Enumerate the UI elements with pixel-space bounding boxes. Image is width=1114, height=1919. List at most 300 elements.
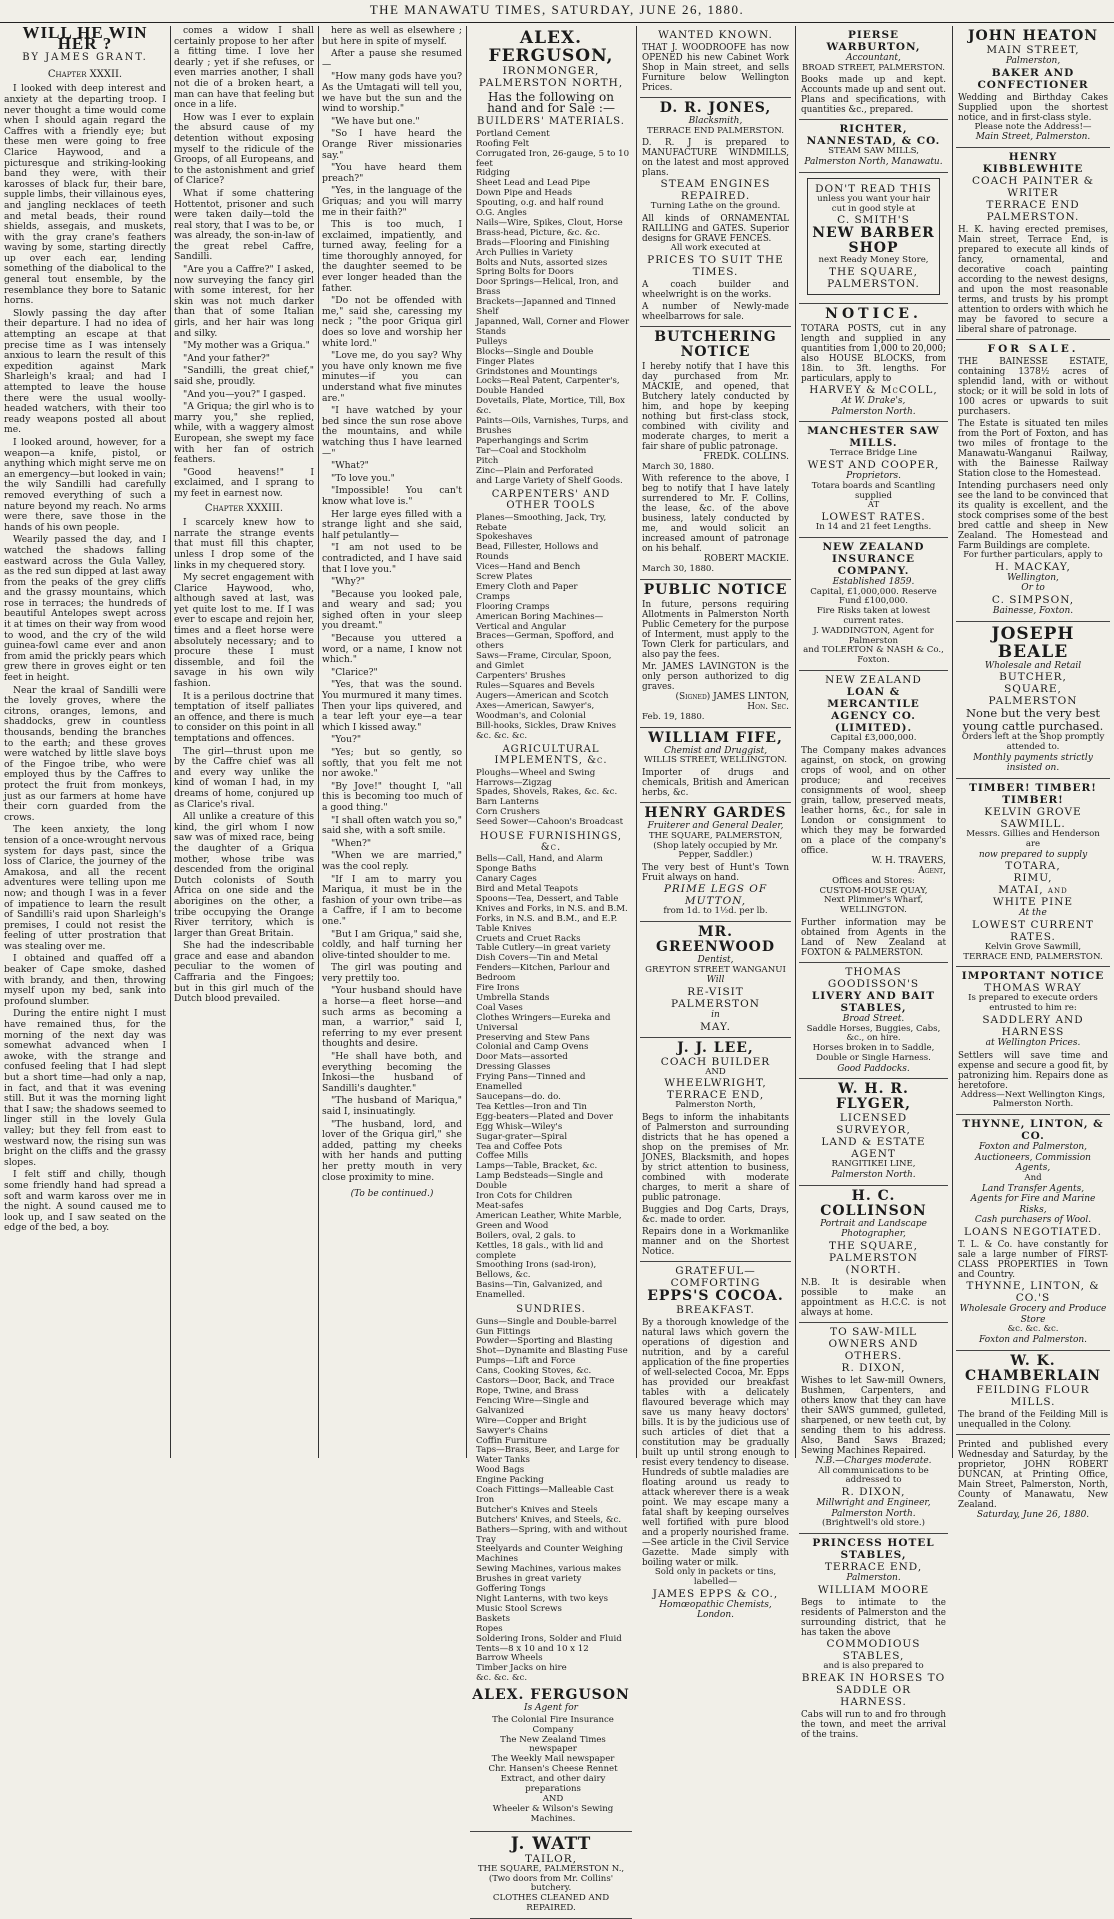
story-paragraph: This is too much, I exclaimed, impatiently, and turned away, feeling for a time thoroughly annoyed, for the daughter seemed to be ever longer headed than the father. (322, 219, 462, 294)
story-paragraph: "I am not used to be contradicted, and I have said that I love you." (322, 542, 462, 575)
story-paragraph: How was I ever to explain the absurd cause of my detention without exposing myself to the ridicule of the Groops, of all Europeans, and to the astonishment and grief of Clarice? (174, 111, 314, 187)
story-paragraph: "If I am to marry you Mariqua, it must be in the fashion of your own tribe—as a Caffre, if I am to become one." (322, 873, 462, 927)
kelvin-grove-timber-advert (956, 779, 1110, 967)
adverts-column-6 (956, 26, 1110, 1520)
story-paragraph: "You?" (331, 734, 362, 746)
list-item: Tar—Coal and Stockholm (476, 445, 587, 456)
advertiser-shop: NEW BARBER SHOP (812, 225, 935, 257)
product-list (476, 130, 630, 487)
signature: (Signed) JAMES LINTON, (675, 691, 789, 702)
advertiser-trade: LIVERY AND BAIT STABLES, (811, 990, 936, 1015)
advertiser-name: RICHTER, NANNESTAD, & CO. (806, 123, 941, 148)
signature-title: Hon. Sec. (747, 702, 789, 713)
story-paragraph: "Why?" (331, 576, 365, 588)
beale-advert (956, 622, 1110, 779)
watt-advert (470, 1832, 632, 1919)
list-item: Corrugated Iron, 26-gauge, 5 to 10 feet (476, 148, 630, 169)
list-item: Ropes (476, 1623, 503, 1634)
advert-line: MAY. (700, 1020, 731, 1033)
ferguson-advert (470, 26, 632, 1832)
advert-line: LOWEST RATES. (821, 511, 926, 524)
advertiser-name: D. R. JONES, (659, 100, 772, 116)
advertiser-place: TERRACE END, PALMERSTON. (963, 951, 1103, 962)
gardes-advert (640, 803, 791, 922)
list-item: The Weekly Mail newspaper (491, 1754, 615, 1765)
list-item: Harrows—Zigzag (476, 777, 552, 788)
list-item: Egg-beaters—Plated and Dover (476, 1111, 613, 1122)
story-paragraph: The girl was pouting and very prettily too. (322, 962, 462, 984)
story-continued: (To be continued.) (350, 1189, 434, 1200)
richter-advert (799, 120, 948, 172)
advert-heading: DON'T READ THIS (815, 182, 932, 195)
list-item: Vices—Hand and Bench (476, 562, 581, 573)
epps-advert (640, 1262, 791, 1625)
story-paragraph: "Yes, that was the sound. You murmured it many times. Then your lips quivered, and a tear left your eye—a tear which I kissed away." (322, 679, 462, 733)
advert-body: Totara boards and Scantling supplied (811, 480, 936, 501)
list-item: Finger Plates (476, 356, 535, 367)
list-item: Seed Sower—Cahoon's Broadcast (476, 817, 624, 828)
advert-heading: TIMBER! TIMBER! TIMBER! (969, 781, 1097, 806)
list-item: AND (542, 1794, 564, 1804)
advertiser-place: THE SQUARE, PALMERSTON N., (477, 1863, 625, 1874)
story-paragraph: Near the kraal of Sandilli were the lovely groves, where the citrons, oranges, lemons, and shaddocks, grew in countless thousands, bending the branches to the earth; and these groves were watched by little slave boys of the Fingoe tribe, who were employed thus by the Caffres to protect the fruit from monkeys, just as our farmers at home have their corn guarded from the crows. (4, 684, 166, 823)
column-rule (466, 26, 467, 1458)
list-item: Smoothing Irons (sad-iron), Bellows, &c. (476, 1260, 597, 1281)
advert-body: THE BAINESSE ESTATE, containing 1378½ acres of splendid land, with or without stock; or it will be sold in lots of 100 acres or upwards to suit purchasers. (958, 356, 1108, 417)
list-item: Butchers' Knives, and Steels, &c. (476, 1514, 622, 1525)
chapter-heading: Chapter XXXII. (47, 68, 123, 80)
dixon-advert (799, 1323, 948, 1534)
advertiser-name: W. H. R. FLYGER, (835, 1081, 912, 1113)
list-item: Cruets and Cruet Racks (476, 933, 581, 944)
advertiser-trade: BUTCHER, (999, 671, 1067, 684)
advert-body: Intending purchasers need only see the land to be convinced that its quality is excellent, and the stock comprises some of the best bred cattle and sheep in New Zealand. The Homestead and Farm Buildings are complete. (958, 480, 1108, 551)
advert-body: In future, persons requiring Allotments in Palmerston North Public Cemetery for the purpose of Interment, must apply to the Town Clerk for particulars, and also pay the fees. (642, 599, 789, 660)
story-paragraph: "Because you looked pale, and weary and sad; you sighed often in your sleep you dreamt." (322, 588, 462, 632)
advertiser-name: MR. GREENWOOD (656, 923, 775, 955)
advert-body: By a thorough knowledge of the natural laws which govern the operations of digestion and nutrition, and by a careful application of the fine properties of well-selected Cocoa, Mr. Epps has provided our breakfast tables with a delicately flavoured beverage which may save us many heavy doctors' bills. It is by the judicious use of such articles of diet that a constitution may be gradually built up until strong enough to resist every tendency to disease. Hundreds of subtle maladies are floating around us ready to attack wherever there is a weak point. We may escape many a fatal shaft by keeping ourselves well fortified with pure blood and a properly nourished frame.—See article in the Civil Service Gazette. Made simply with boiling water or milk. (642, 1318, 789, 1569)
advert-line: LOANS NEGOTIATED. (964, 1226, 1102, 1239)
advert-body: Begs to intimate to the residents of Palmerston and the surrounding district, that he has taken the above (801, 1597, 946, 1638)
advert-body: With reference to the above, I beg to notify that I have lately surrendered to Mr. F. Collins, the lease, &c. of the above business, lately conducted by me, and would solicit an increased amount of patronage on his behalf. (642, 474, 789, 555)
advert-line: in (711, 1009, 720, 1020)
advert-body: Repairs done in a Workmanlike manner and on the Shortest Notice. (642, 1227, 789, 1258)
advert-line: Turning Lathe on the ground. (650, 201, 781, 212)
list-item: Coffin Furniture (476, 1435, 547, 1446)
story-paragraph: "And your father?" (183, 352, 270, 364)
story-paragraph: "The husband, lord, and lover of the Griqua girl," she added, patting my cheeks with her hands and putting her pretty mouth in very close proximity to mine. (322, 1118, 462, 1183)
advertiser-place: TERRACE END, (824, 1561, 923, 1574)
list-item: Barn Lanterns (476, 797, 539, 808)
list-item: Iron Cots for Children (476, 1191, 573, 1202)
list-item: Soldering Irons, Solder and Fluid (476, 1633, 622, 1644)
advertiser-trade: BAKER AND CONFECTIONER (977, 66, 1089, 91)
story-title: WILL HE WIN HER ? (22, 23, 148, 53)
list-item: Paperhangings and Scrim (476, 435, 589, 446)
list-item: Sponge Baths (476, 864, 537, 875)
list-item: Ridging (476, 168, 511, 179)
warburton-advert (799, 26, 948, 120)
advertiser-town: PALMERSTON. (986, 210, 1080, 223)
advert-body: Further information may be obtained from Agents in the Land of New Zealand at FOXTON & PALMERSTON. (801, 918, 946, 959)
list-item: Lamps—Table, Bracket, &c. (476, 1161, 598, 1172)
list-item: Brackets—Japanned and Tinned Shelf (476, 297, 616, 318)
signature: FREDK. COLLINS. (703, 451, 789, 462)
advert-line: at Wellington Prices. (985, 1037, 1081, 1048)
lee-advert (640, 1038, 791, 1263)
list-item: Meat-safes (476, 1200, 524, 1211)
column-rule (170, 26, 171, 1458)
advertiser-name: LOAN & MERCANTILE AGENCY CO. (LIMITED). (827, 685, 920, 734)
section-heading: CARPENTERS' AND OTHER TOOLS (491, 489, 611, 511)
story-paragraph: "The husband of Mariqua," said I, insinuatingly. (322, 1095, 462, 1117)
advertiser-place: THE SQUARE, PALMERSTON, (648, 830, 783, 841)
collinson-advert (799, 1186, 948, 1323)
advertiser-trade: SADDLERY AND HARNESS (982, 1013, 1084, 1038)
advert-subheading: BREAKFAST. (676, 1304, 755, 1317)
advert-line: At W. Drake's, (841, 396, 906, 407)
advert-body: Wedding and Birthday Cakes Supplied upon the shortest notice, and in first-class style. (958, 92, 1108, 123)
advert-footer: CLOTHES CLEANED AND REPAIRED. (492, 1893, 610, 1913)
date-line: Feb. 19, 1880. (642, 711, 705, 722)
advertiser-name: J. WATT (510, 1833, 592, 1854)
story-paragraph: "What?" (331, 460, 369, 472)
advert-body: Begs to inform the inhabitants of Palmerston and surrounding districts that he has opened a shop on the premises of Mr. JONES, Blacksmith, and hopes by strict attention to business, combined with moderate charges, to merit a share of public patronage. (642, 1113, 789, 1204)
advertiser-name: THYNNE, LINTON, & CO.'S (966, 1280, 1100, 1305)
adverts-column-5 (799, 26, 948, 1740)
product-list (476, 769, 630, 828)
list-item: Taps—Brass, Beer, and Large for Water Tanks (476, 1445, 620, 1466)
list-item: Bird and Metal Teapots (476, 883, 579, 894)
advertiser-town: (NORTH. (845, 1264, 902, 1277)
story-byline: BY JAMES GRANT. (22, 52, 148, 64)
story-paragraph: "When?" (331, 837, 372, 849)
story-paragraph: What if some chattering Hottentot, prisoner and such were taken daily—told the real story, that I was to be, or was already, the son-in-law of the great rebel Caffre, Sandilli. (174, 187, 314, 263)
list-item: Cramps (476, 591, 510, 602)
advert-note: (Shop lately occupied by Mr. Pepper, Saddler.) (653, 840, 778, 861)
advert-line: All communications to be addressed to (818, 1465, 929, 1486)
advert-line: N.B.—Charges moderate. (815, 1456, 932, 1467)
advert-line: Address—Next Wellington Kings, Palmerston North. (960, 1089, 1106, 1110)
list-item: Bathers—Spring, with and without Tray (476, 1524, 628, 1545)
story-paragraphs (174, 518, 314, 1005)
advert-line: LOWEST CURRENT RATES. (971, 918, 1095, 943)
list-item: Frying Pans—Tinned and Enamelled (476, 1072, 586, 1093)
story-paragraph: Wearily passed the day, and I watched the shadows falling eastward across the Gula Valley, as the red sun dipped at last away from the peaks of the grey cliffs and the grassy mountains, which rose in terraces; the hundreds of beautiful Antelopes swept across it at times on their way from wood to wood, and the cry of the wild guinea-fowl came ever and anon from amid the prickly pears which grew there in groves eight or ten feet in height. (4, 534, 166, 684)
ferguson-column (470, 26, 632, 1913)
list-item: Roofing Felt (476, 138, 530, 149)
signature: ROBERT MACKIE. (703, 554, 789, 565)
list-item: Coffee Mills (476, 1151, 529, 1162)
story-paragraph: During the entire night I must have remained thus, for the morning of the next day was somewhat advanced when I awoke, with the strange and confused feeling that I had slept but a short time—had only a nap, in fact, and that it was evening still. But it was the morning light that I saw; the shadows seemed to linger still in the lovely Gula valley; but they fell from east to westward now, the rising sun was bright on the cliffs and the grassy slopes. (4, 1008, 166, 1168)
section-heading: AGRICULTURAL IMPLEMENTS, &c. (494, 744, 608, 767)
story-paragraph: "Sandilli, the great chief," said she, proudly. (174, 365, 314, 387)
advertiser-place: THE SQUARE, PALMERSTON (829, 1240, 918, 1265)
advert-body: Importer of drugs and chemicals, British and American herbs, &c. (642, 768, 789, 799)
list-item: Spring Bolts for Doors (476, 267, 574, 278)
advert-line: Please note the Address!— (974, 121, 1092, 132)
list-item: Basins—Tin, Galvanized, and Enamelled. (476, 1280, 603, 1301)
story-paragraph: "He shall have both, and everything becoming the Inkosi—the husband of Sandilli's daughter." (322, 1051, 462, 1094)
advertiser-town: Palmerston. (846, 1573, 901, 1584)
advert-line: Capital £3,000,000. (830, 732, 917, 743)
list-item: Barrow Wheels (476, 1653, 543, 1664)
advert-line: All work executed at (670, 243, 761, 254)
story-paragraph: comes a widow I shall certainly propose to her after a fitting time. I love her dearly ; yet if she refuses, or even marries another, I shall not die of a broken heart, a man can have that feeling but once in a life. (174, 25, 314, 111)
list-item: Gun Fittings (476, 1326, 531, 1337)
advert-heading: TO SAW-MILL OWNERS AND OTHERS. (828, 1326, 919, 1363)
advert-body: H. K. having erected premises, Main street, Terrace End, is prepared to execute all kinds of fancy, ornamental, and decorative coach painting according to the newest designs, and upon the most reasonable terms, and trusts by his prompt attention to orders with which he may be favored to secure a liberal share of patronage. (958, 224, 1108, 335)
list-item: Carpenters' Brushes (476, 671, 566, 682)
advert-line: Good Paddocks. (837, 1063, 910, 1074)
advertiser-place: Foxton and Palmerston, (978, 1142, 1088, 1153)
advert-line: And (1024, 1172, 1042, 1183)
advertiser-name: ALEX. FERGUSON, (488, 28, 614, 66)
advertiser-place: Palmerston North. (831, 406, 916, 417)
advert-line: Main Street, Palmerston. (975, 132, 1091, 143)
bainesse-sale-advert (956, 340, 1110, 622)
story-paragraph: The girl—thrust upon me by the Caffre chief was all and every way unlike the kind of woman I had, in my dreams of home, conjured up as Clarice's rival. (174, 745, 314, 810)
story-paragraph: "Because you uttered a word, or a name, I know not which." (322, 633, 462, 666)
advert-body: Horses broken in to Saddle, Double or Single Harness. (812, 1043, 935, 1064)
date-line: March 30, 1880. (642, 461, 715, 472)
list-item: Wire—Copper and Bright (476, 1415, 587, 1426)
advert-body: Fire Risks taken at lowest current rates. (816, 606, 931, 626)
list-item: Sheet Lead and Lead Pipe (476, 178, 591, 189)
signature: R. DIXON, (841, 1486, 906, 1499)
thynne-linton-advert (956, 1115, 1110, 1351)
advert-line: Established 1859. (832, 576, 915, 587)
list-item: Egg Whisk—Wiley's (476, 1121, 563, 1132)
advert-line: Sold only in packets or tins, labelled— (654, 1567, 777, 1587)
advert-line: STEAM ENGINES REPAIRED. (660, 178, 771, 203)
story-paragraph: All unlike a creature of this kind, the girl whom I now saw was of mixed race, being the daughter of a Griqua mother, whose tribe was descended from the original Dutch colonists of South Africa on one side and the aborigines on the other, a tribe occupying the Orange River territory, which is larger than Great Britain. (174, 811, 314, 939)
timber-item: TOTARA, (1005, 860, 1061, 873)
advertiser-place: PALMERSTON NORTH, (478, 77, 624, 89)
list-item: Japanned, Wall, Corner and Flower Stands (476, 317, 630, 337)
advert-body: Books made up and kept. Accounts made up and sent out. Plans and specifications, with quantities &c., prepared. (801, 75, 946, 116)
advertiser-place: Foxton and Palmerston. (978, 1335, 1088, 1346)
list-item: Pulleys (476, 336, 508, 347)
advertiser-trade: Portrait and Landscape (820, 1218, 927, 1229)
story-paragraphs (174, 26, 314, 500)
advertiser-name: JOSEPH BEALE (991, 623, 1075, 662)
advertiser-trade: TAILOR, (525, 1852, 577, 1865)
advert-heading: BUTCHERING NOTICE (654, 328, 777, 360)
advertiser-name: PRINCESS HOTEL STABLES, (812, 1537, 935, 1562)
advert-line: COMMODIOUS STABLES, (826, 1637, 921, 1662)
list-item: Clothes Wringers—Eureka and Universal (476, 1012, 611, 1033)
story-paragraphs (322, 26, 462, 1183)
advertiser-trade: WHEELWRIGHT, (664, 1077, 767, 1090)
advert-line: AND (705, 1066, 726, 1077)
advert-line: now prepared to supply (978, 849, 1088, 860)
story-paragraph: Slowly passing the day after their departure. I had no idea of attempting an escape at that precise time as I was intensely anxious to learn the result of this expedition against Mark Sharleigh's kraal; and had I attempted to leave the house there were the usual woolly-headed watchers, with their too ready weapons posted all about me. (4, 307, 166, 436)
advert-intro: Has the following on hand and for Sale :— (487, 90, 615, 115)
story-column-3 (322, 26, 462, 1456)
list-item: Dressing Glasses (476, 1062, 551, 1073)
list-item: The Colonial Fire Insurance Company (492, 1714, 614, 1735)
list-item: Powder—Sporting and Blasting (476, 1336, 613, 1347)
agent-name: C. SIMPSON, (991, 593, 1075, 606)
advert-line: (Brightwell's old store.) (822, 1518, 925, 1529)
advert-line: PRIME LEGS OF MUTTON, (663, 883, 768, 908)
advert-line: J. WADDINGTON, Agent for Palmerston (813, 625, 934, 646)
list-item: Blocks—Single and Double (476, 346, 594, 357)
advert-heading: IMPORTANT NOTICE (961, 970, 1105, 983)
agent-town: Wellington, (1007, 572, 1059, 583)
list-item: Planes—Smoothing, Jack, Try, Rebate (476, 512, 607, 533)
date-line: March 30, 1880. (642, 563, 715, 574)
story-paragraph: After a pause she resumed— (322, 48, 462, 70)
list-item: Tea Kettles—Iron and Tin (476, 1101, 587, 1112)
list-item: Coal Vases (476, 1002, 523, 1013)
story-paragraph: "Yes, in the language of the Griquas; and you will marry me in their faith?" (322, 185, 462, 218)
list-item: Braces—German, Spofford, and others (476, 631, 614, 652)
list-item: O.G. Angles (476, 208, 527, 219)
advert-line: Messrs. Gillies and Henderson are (966, 828, 1100, 849)
story-paragraph: "Do not be offended with me," said she, caressing my neck ; "the poor Griqua girl does so love and worship her white lord." (322, 295, 462, 349)
timber-item: RIMU, (1013, 872, 1053, 885)
list-item: Pumps—Lift and Force (476, 1356, 576, 1367)
story-paragraph: Her large eyes filled with a strange light and she said, half petulantly— (322, 508, 462, 541)
advert-line: Will (706, 975, 725, 986)
list-item: Door Mats—assorted (476, 1052, 568, 1063)
story-paragraph: "Clarice?" (331, 666, 378, 678)
advert-line: Agents for Fire and Marine Risks, (970, 1194, 1096, 1215)
advertiser-trade: Blacksmith, (688, 116, 743, 126)
list-item: Engine Packing (476, 1475, 544, 1486)
manchester-mills-advert (799, 422, 948, 538)
story-paragraph: The keen anxiety, the long tension of a once-wrought nervous system for days past, since the loss of Clarice, the journey of the Amakosa, and all the recent adventures were telling upon me now; and though I was in a fever of impatience to learn the result of Sandilli's raid upon Sharleigh's premises, I could not resist the feeling of utter prostration that was stealing over me. (4, 824, 166, 952)
chapter-heading: Chapter XXXIII. (204, 502, 284, 514)
list-item: Grindstones and Mountings (476, 366, 598, 377)
advertiser-trade: Millwright and Engineer, (816, 1498, 931, 1509)
story-paragraph: "But I am Griqua," said she, coldly, and half turning her olive-tinted shoulder to me. (322, 928, 462, 961)
list-item: and Large Variety of Shelf Goods. (476, 475, 623, 486)
advert-body: D. R. J is prepared to MANUFACTURE WINDMILLS, on the latest and most approved plans. (642, 138, 789, 179)
list-item: Bill-hooks, Sickles, Draw Knives &c. &c. &c. (476, 720, 617, 741)
advertiser-name: ALEX. FERGUSON (472, 1687, 630, 1704)
advert-line: BREAK IN HORSES TO SADDLE OR HARNESS. (801, 1671, 946, 1708)
advert-line: Monthly payments strictly insisted on. (973, 752, 1093, 774)
advert-body: Orders left at the Shop promptly attended to. (961, 732, 1105, 752)
agency-list (476, 1716, 630, 1825)
story-paragraph: "I shall often watch you so," said she, with a soft smile. (322, 814, 462, 837)
advert-line: For further particulars, apply to (963, 549, 1103, 560)
advertiser-place: TERRACE END (986, 198, 1080, 211)
advertiser-name: H. C. COLLINSON (820, 1187, 927, 1219)
advertiser-place: RANGITIKEI LINE, (831, 1159, 916, 1170)
story-column-2 (174, 26, 314, 1456)
bordered-box (807, 178, 940, 295)
advertiser-name: EPPS'S COCOA. (647, 1288, 784, 1305)
list-item: Brushes in great variety (476, 1574, 582, 1585)
advert-body: unless you want your hair cut in good style at (817, 193, 930, 214)
advert-line: Or to (1021, 583, 1045, 594)
insurance-advert (799, 538, 948, 671)
advert-line: and is also prepared to (823, 1660, 924, 1671)
list-item: Arch Pullies in Variety (476, 247, 573, 258)
story-paragraph: "Impossible! You can't know what love is." (322, 485, 462, 507)
public-notice (640, 580, 791, 728)
list-item: Zinc—Plain and Perforated (476, 465, 594, 476)
advert-heading: GRATEFUL—COMFORTING (670, 1265, 761, 1290)
advertiser-name: PIERSE WARBURTON, (826, 29, 921, 53)
list-item: Spouting, o.g. and half round (476, 198, 604, 209)
list-item: Ploughs—Wheel and Swing (476, 767, 596, 778)
timber-item: MATAI, and (998, 884, 1068, 897)
advertiser-place: MAIN STREET, (986, 44, 1080, 56)
advert-body: I hereby notify that I have this day purchased from Mr. MACKIE, and opened, that Butchery lately conducted by him, and hope by keeping nothing but first-class stock, combined with civility and moderate charges, to merit a fair share of public patronage. (642, 361, 789, 452)
list-item: Steelyards and Counter Weighing Machines (476, 1544, 623, 1565)
story-paragraph: "We have but one." (331, 115, 420, 127)
advert-heading: NOTICE. (825, 306, 922, 323)
story-column-1 (4, 23, 166, 1456)
imprint-text: Printed and published every Wednesday and Saturday, by the proprietor, JOHN ROBERT DUNCAN, at Printing Office, Main Street, Palmerston, North, County of Manawatu, New Zealand. (958, 1439, 1108, 1510)
advert-line: from 1d. to 1½d. per lb. (663, 906, 768, 917)
story-paragraph: "A Griqua; the girl who is to marry you," she replied, while, with a waggery almost European, she swept my face with her fan of ostrich feathers. (174, 401, 314, 466)
advertiser-name: THYNNE, LINTON, & CO. (962, 1118, 1104, 1143)
section-heading: SUNDRIES. (516, 1304, 586, 1316)
story-paragraph: "Good heavens!" I exclaimed, and I sprang to my feet in earnest now. (174, 466, 314, 499)
advertiser-trade: Dentist, (697, 954, 734, 965)
advert-line: Capital, £1,000,000. Reserve Fund £100,000. (810, 586, 937, 607)
advert-line: Kelvin Grove Sawmill, (984, 941, 1082, 952)
story-paragraph: "I have watched by your bed since the sun rose above the mountains, and while watching thus I have learned—" (322, 405, 462, 459)
advert-body: THAT J. WOODROOFE has now OPENED his new Cabinet Work Shop in Main street, and sells Furniture below Wellington Prices. (642, 43, 789, 93)
list-item: American Leather, White Marble, Green and Wood (476, 1210, 622, 1231)
story-paragraph: I looked around, however, for a weapon—a knife, pistol, or anything which might serve me on an emergency—but looked in vain; the wily Sandilli had carefully removed everything of such a nature beyond my reach. No arms were there, save those in the hands of his own people. (4, 436, 166, 533)
signature-title: Agent, (918, 866, 946, 877)
advertiser-trade: Auctioneers, Commission Agents, (975, 1152, 1091, 1174)
story-paragraph: "You have heard them preach?" (322, 162, 462, 184)
list-item: Canary Cages (476, 874, 537, 885)
advertiser-trade: COACH BUILDER (660, 1055, 771, 1068)
story-paragraph: I obtained and quaffed off a beaker of Cape smoke, dashed with brandy, and then, throwing myself upon my bed, sank into profound slumber. (4, 953, 166, 1007)
agent-line: Is Agent for (524, 1703, 578, 1714)
list-item: Bead, Fillester, Hollows and Rounds (476, 542, 599, 563)
adverts-column-4 (640, 26, 791, 1621)
product-list (476, 1318, 630, 1685)
list-item: Nails—Wire, Spikes, Clout, Horse (476, 217, 623, 228)
list-item: Kettles, 18 gals., with lid and complete (476, 1240, 604, 1261)
advertiser-place: WILLIS STREET, WELLINGTON. (644, 755, 787, 766)
list-item: Chr. Hansen's Cheese Rennet Extract, and other dairy preparations (488, 1764, 618, 1795)
list-item: Saws—Frame, Circular, Spoon, and Gimlet (476, 651, 612, 672)
list-item: Wood Bags (476, 1465, 525, 1476)
advertiser-name: R. DIXON, (841, 1362, 906, 1375)
advertiser-trade: COACH PAINTER & WRITER (971, 174, 1095, 199)
smith-advert (799, 173, 948, 304)
story-paragraph: I felt stiff and chilly, though some friendly hand had spread a soft and warm kaross over me in the night. A sound caused me to look up, and I saw seated on the edge of the bed, a boy. (4, 1169, 166, 1234)
story-paragraph: "And you—you?" I gasped. (183, 388, 306, 400)
advertiser-trade: FEILDING FLOUR MILLS. (976, 1383, 1090, 1408)
advert-line: CUSTOM-HOUSE QUAY, (819, 885, 928, 896)
story-paragraph: I scarcely knew how to narrate the strange events that must fill this chapter, unless I drop some of the links in my chequered story. (174, 517, 314, 571)
advertiser-owners: WEST AND COOPER, (807, 459, 940, 472)
story-paragraph: "Are you a Caffre?" I asked, now surveying the fancy girl with some interest, for her skin was not much darker than that of some Italian girls, and her hair was long and silky. (174, 264, 314, 339)
story-paragraph: "Yes; but so gently, so softly, that you felt me not nor awoke." (322, 747, 462, 780)
list-item: Pitch (476, 455, 499, 466)
list-item: Emery Cloth and Paper (476, 581, 578, 592)
product-list (476, 514, 630, 742)
advert-line: Wholesale Grocery and Produce Store (959, 1304, 1107, 1325)
list-item: Brass-head, Picture, &c. &c. (476, 227, 601, 238)
signature-title: Homœopathic Chemists, London. (659, 1599, 772, 1621)
story-paragraph: "By Jove!" thought I, "all this is becoming too much of a good thing." (322, 780, 462, 813)
flyger-advert (799, 1079, 948, 1185)
